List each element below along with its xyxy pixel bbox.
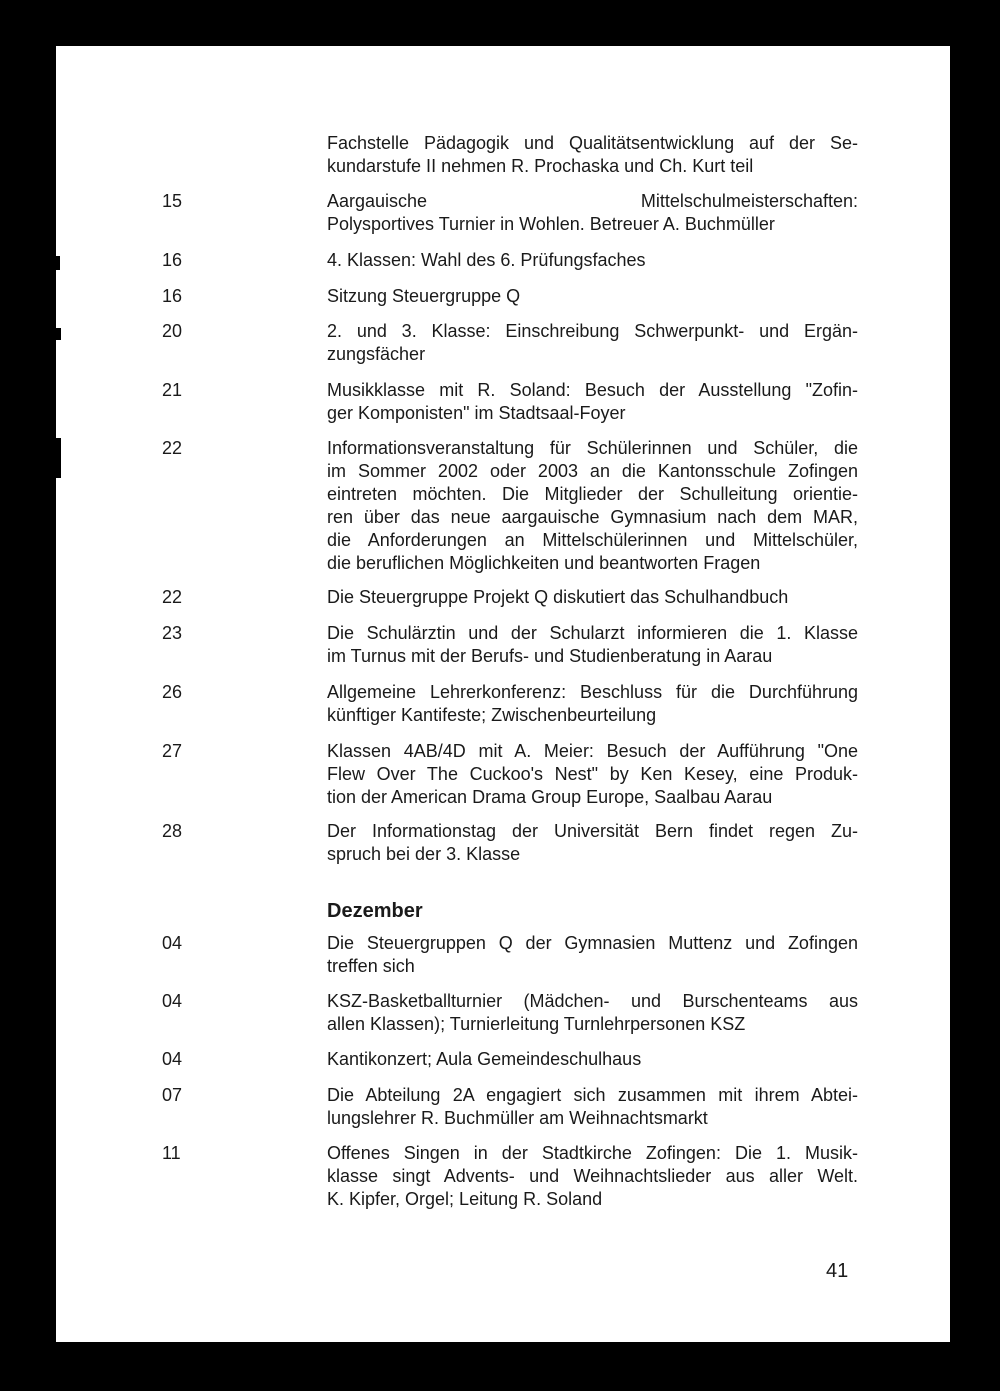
- entry-day: 27: [162, 741, 183, 761]
- entry-day: 26: [162, 682, 183, 702]
- scan-mark: [56, 328, 61, 340]
- entry-day: 23: [162, 623, 183, 643]
- entry-line: die Anforderungen an Mittelschülerinnen und Mittelschüler,: [327, 530, 858, 550]
- entry-line: treffen sich: [327, 956, 415, 976]
- entry-text: [327, 681, 858, 727]
- entry-line: tion der American Drama Group Europe, Saalbau Aarau: [327, 787, 773, 807]
- entry-line: im Turnus mit der Berufs- und Studienberatung in Aarau: [327, 646, 773, 666]
- entry-text: [327, 622, 858, 668]
- entry-line: Musikklasse mit R. Soland: Besuch der Ausstellung "Zofin-: [327, 380, 858, 400]
- entry-line: allen Klassen); Turnierleitung Turnlehrpersonen KSZ: [327, 1014, 746, 1034]
- entry-day: 22: [162, 438, 183, 458]
- entry-text: [327, 820, 858, 866]
- entry-line: Kantikonzert; Aula Gemeindeschulhaus: [327, 1049, 642, 1069]
- entry-day: 07: [162, 1085, 183, 1105]
- entry-line: spruch bei der 3. Klasse: [327, 844, 521, 864]
- entry-day: 15: [162, 191, 183, 211]
- entry-line: Der Informationstag der Universität Bern findet regen Zu-: [327, 821, 858, 841]
- entry-day: 20: [162, 321, 183, 341]
- entry-line: ren über das neue aargauische Gymnasium nach dem MAR,: [327, 507, 858, 527]
- entry-line: 2. und 3. Klasse: Einschreibung Schwerpunkt- und Ergän-: [327, 321, 858, 341]
- entry-text: [327, 1084, 858, 1130]
- entry-day: 21: [162, 380, 183, 400]
- entry-day: 04: [162, 1049, 183, 1069]
- entry-line: Fachstelle Pädagogik und Qualitätsentwicklung auf der Se-: [327, 133, 858, 153]
- entry-line: zungsfächer: [327, 344, 426, 364]
- page-number: 41: [826, 1260, 849, 1282]
- scan-mark: [56, 256, 60, 270]
- entry-line: Offenes Singen in der Stadtkirche Zofingen: Die 1. Musik-: [327, 1143, 858, 1163]
- entry-line: Aargauische Mittelschulmeisterschaften:: [327, 191, 858, 211]
- scan-mark: [56, 438, 61, 478]
- entry-line: klasse singt Advents- und Weihnachtslieder aus aller Welt.: [327, 1166, 858, 1186]
- entry-text: [327, 379, 858, 425]
- document-page: [56, 46, 950, 1342]
- entry-text: [327, 249, 858, 272]
- entry-text: [327, 1048, 858, 1071]
- entry-day: 11: [162, 1143, 181, 1163]
- entry-line: Die Abteilung 2A engagiert sich zusammen mit ihrem Abtei-: [327, 1085, 858, 1105]
- entry-day: 28: [162, 821, 183, 841]
- entry-text: [327, 285, 858, 308]
- entry-line: im Sommer 2002 oder 2003 an die Kantonsschule Zofingen: [327, 461, 858, 481]
- entry-line: Die Steuergruppe Projekt Q diskutiert das Schulhandbuch: [327, 587, 789, 607]
- entry-line: K. Kipfer, Orgel; Leitung R. Soland: [327, 1189, 603, 1209]
- entry-day: 04: [162, 933, 183, 953]
- entry-line: Allgemeine Lehrerkonferenz: Beschluss für die Durchführung: [327, 682, 858, 702]
- entry-text: [327, 586, 858, 609]
- entry-line: Flew Over The Cuckoo's Nest" by Ken Kesey, eine Produk-: [327, 764, 858, 784]
- entry-day: 16: [162, 286, 183, 306]
- entry-day: 16: [162, 250, 183, 270]
- entry-line: Die Schulärztin und der Schularzt informieren die 1. Klasse: [327, 623, 858, 643]
- entry-line: Sitzung Steuergruppe Q: [327, 286, 521, 306]
- entry-text: [327, 932, 858, 978]
- entry-line: eintreten möchten. Die Mitglieder der Schulleitung orientie-: [327, 484, 858, 504]
- entry-line: lungslehrer R. Buchmüller am Weihnachtsmarkt: [327, 1108, 708, 1128]
- entry-line: die beruflichen Möglichkeiten und beantworten Fragen: [327, 553, 761, 573]
- entry-text: [327, 740, 858, 809]
- entry-line: künftiger Kantifeste; Zwischenbeurteilung: [327, 705, 657, 725]
- entry-line: KSZ-Basketballturnier (Mädchen- und Burschenteams aus: [327, 991, 858, 1011]
- entry-text: [327, 132, 858, 178]
- entry-day: 04: [162, 991, 183, 1011]
- entry-line: Klassen 4AB/4D mit A. Meier: Besuch der Aufführung "One: [327, 741, 858, 761]
- entry-line: ger Komponisten" im Stadtsaal-Foyer: [327, 403, 626, 423]
- entry-text: [327, 190, 858, 236]
- entry-text: [327, 990, 858, 1036]
- month-heading: Dezember: [327, 900, 423, 922]
- entry-line: 4. Klassen: Wahl des 6. Prüfungsfaches: [327, 250, 646, 270]
- entry-text: [327, 320, 858, 366]
- entry-line: Die Steuergruppen Q der Gymnasien Muttenz und Zofingen: [327, 933, 858, 953]
- entry-day: 22: [162, 587, 183, 607]
- entry-line: Informationsveranstaltung für Schülerinnen und Schüler, die: [327, 438, 858, 458]
- entry-line: kundarstufe II nehmen R. Prochaska und Ch. Kurt teil: [327, 156, 754, 176]
- entry-text: [327, 437, 858, 575]
- entry-line: Polysportives Turnier in Wohlen. Betreuer A. Buchmüller: [327, 214, 775, 234]
- entry-text: [327, 1142, 858, 1211]
